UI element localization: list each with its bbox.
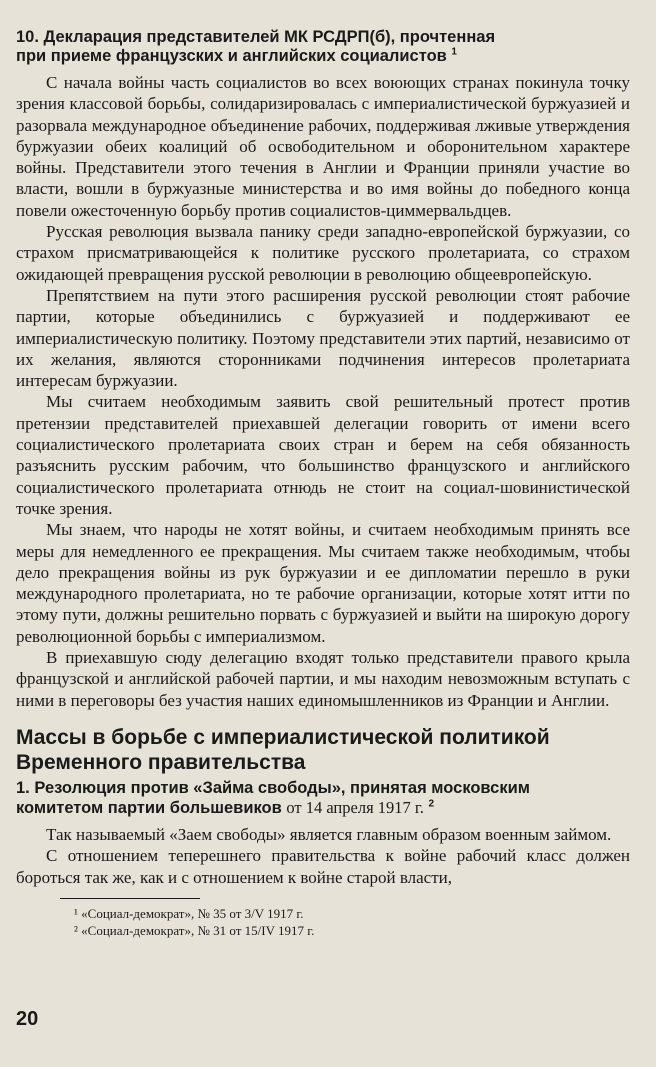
paragraph: Так называемый «Заем свободы» является главным образом военным займом.: [46, 824, 612, 844]
paragraph: В приехавшую сюду делегацию входят только представители правого крыла французской и английской рабочей партии, и мы находим невозможным вступать с ними в переговоры без участия наших единомышленников из Франции и Англии.: [16, 648, 630, 710]
resolution-heading-line1: 1. Резолюция против «Займа свободы», принятая московским: [16, 778, 530, 797]
footnote-divider: [60, 898, 200, 899]
footnote-2: ² «Социал-демократ», № 31 от 15/IV 1917 г.: [74, 922, 315, 938]
resolution-date: от 14 апреля 1917 г.: [286, 797, 424, 817]
declaration-heading: [16, 28, 630, 66]
paragraph: Русская революция вызвала панику среди западно-европейской буржуазии, со страхом присматривающейся к политике русского пролетариата, со страхом ожидающей превращения русской революции в революцию общеевропейскую.: [16, 222, 630, 284]
paragraph: С отношением теперешнего правительства к войне рабочий класс должен бороться так же, как и с отношением к войне старой власти,: [16, 846, 630, 887]
footnote-1: ¹ «Социал-демократ», № 35 от 3/V 1917 г.: [74, 905, 304, 921]
resolution-heading-line2: комитетом партии большевиков: [16, 798, 282, 817]
paragraph: Препятствием на пути этого расширения русской революции стоят рабочие партии, которые объединились с буржуазией и поддерживают ее империалистическую политику. Поэтому представители этих партий, независимо от их желания, являются сторонниками подчинения интересов пролетариата интересам буржуазии.: [16, 285, 630, 391]
section-heading: [16, 725, 630, 775]
paragraph: С начала войны часть социалистов во всех воюющих странах покинула точку зрения классовой борьбы, солидаризировалась с империалистической буржуазией и разорвала международное объединение рабочих, поддерживая лживые утверждения буржуазии обеих коалиций об освободительном и оборонительном характере войны. Представители этого течения в Англии и Франции приняли участие во власти, вошли в буржуазные министерства и во имя войны до победного конца повели ожесточенную борьбу против социалистов-циммервальдцев.: [16, 73, 630, 220]
resolution-heading: [16, 779, 630, 818]
section-heading-line1: Массы в борьбе с империалистической политикой: [16, 725, 550, 749]
section-heading-line2: Временного правительства: [16, 750, 306, 774]
footnote-ref-1: 1: [451, 46, 457, 58]
footnote-ref-2: 2: [428, 798, 435, 810]
paragraph: Мы знаем, что народы не хотят войны, и считаем необходимым принять все меры для немедленного ее прекращения. Мы считаем также необходимым, чтобы дело прекращения войны из рук буржуазии и ее дипломатии перешло в руки международного пролетариата, но те рабочие организации, которые хотят итти по этому пути, должны решительно порвать с буржуазией и выйти на широкую дорогу революционной борьбы с империализмом.: [16, 520, 630, 646]
page-number: 20: [16, 1008, 39, 1030]
declaration-heading-line1: 10. Декларация представителей МК РСДРП(б), прочтенная: [16, 28, 496, 46]
paragraph: Мы считаем необходимым заявить свой решительный протест против претензии представителей приехавшей делегации говорить от имени всего социалистического пролетариата своих стран и берем на себя обязанность разъяснить русским рабочим, что большинство французского и английского социалистического пролетариата отнюдь не стоит на социал-шовинистической точке зрения.: [16, 392, 630, 518]
declaration-heading-line2: при приеме французских и английских социалистов: [16, 47, 447, 65]
